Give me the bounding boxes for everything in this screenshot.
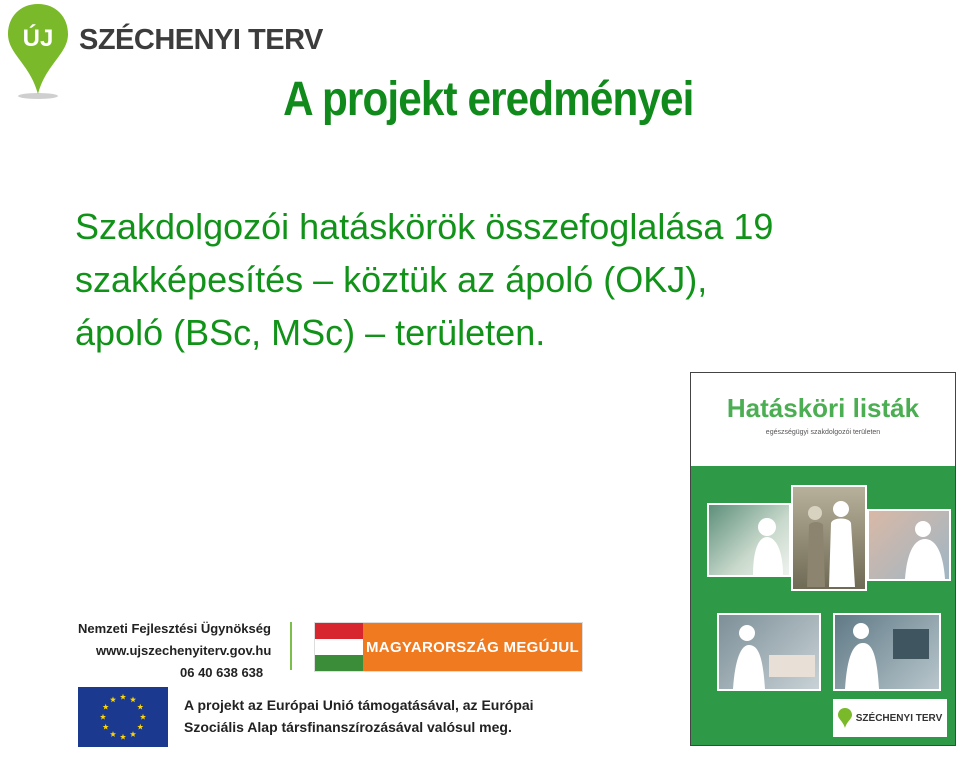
divider: [290, 622, 292, 670]
cover-photo: [791, 485, 867, 591]
agency-name: Nemzeti Fejlesztési Ügynökség: [78, 621, 271, 636]
cover-photo: [867, 509, 951, 581]
agency-info: [78, 618, 271, 684]
banner-text: MAGYARORSZÁG MEGÚJUL: [363, 623, 582, 671]
agency-web: www.ujszechenyiterv.gov.hu: [96, 643, 272, 658]
slide-body: [75, 200, 935, 359]
slide-title: A projekt eredményei: [283, 73, 694, 126]
cover-title: Hatásköri listák: [726, 393, 920, 423]
body-line: szakképesítés – köztük az ápoló (OKJ),: [75, 259, 708, 300]
agency-phone: 06 40 638 638: [180, 665, 264, 680]
cover-header: [691, 373, 955, 466]
cover-footer-text: SZÉCHENYI TERV: [855, 712, 943, 724]
cover-footer-logo: [833, 699, 947, 737]
magyarorszag-megujul-banner: [314, 622, 583, 672]
cover-photo: [707, 503, 791, 577]
eu-funding-note: [184, 694, 534, 738]
eu-flag-icon: [78, 687, 168, 747]
hungarian-flag-icon: [315, 623, 363, 671]
cover-subtitle: egészségügyi szakdolgozói területen: [765, 429, 881, 436]
body-line: ápoló (BSc, MSc) – területen.: [75, 312, 546, 353]
location-pin-icon: [838, 708, 852, 728]
booklet-cover-image: [690, 372, 956, 746]
cover-photo: [717, 613, 821, 691]
body-line: Szakdolgozói hatáskörök összefoglalása 19: [75, 206, 774, 247]
eu-note-line: A projekt az Európai Unió támogatásával, az Európai: [184, 697, 534, 713]
logo-wordmark: SZÉCHENYI TERV: [79, 24, 323, 56]
cover-photo: [833, 613, 941, 691]
logo-pin-text: ÚJ: [22, 25, 54, 52]
eu-note-line: Szociális Alap társfinanszírozásával valósul meg.: [184, 719, 512, 735]
